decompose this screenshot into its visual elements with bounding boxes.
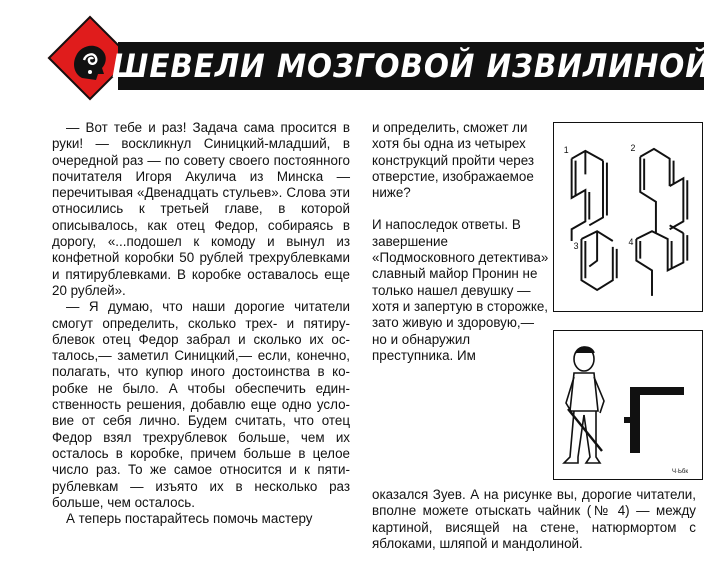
header-title-bar [111,42,711,90]
stick-constructions-illustration [554,123,701,310]
header [50,22,711,96]
construction-label-4: 4 [628,236,634,247]
artist-signature: Ч·Ьбк [672,469,688,475]
article-answers: И напоследок ответы. В завершение «Подмосковного детектива» славный майор Пронин не только нашел девушку — хотя и запертую в сторожке, зато живую и здоровую,— но и обнаружил преступника. Им [372,217,549,363]
page-title: ШЕВЕЛИ МОЗГОВОЙ ИЗВИЛИНОЙ [111,47,711,85]
article-left-column [52,120,350,527]
article-paragraph: А теперь постарайтесь помочь мастеру [66,511,313,527]
hole-shape [630,387,684,453]
hole-figure [553,330,703,480]
article-middle-column [372,120,552,364]
construction-label-1: 1 [563,144,569,155]
article-question: и определить, сможет ли хотя бы одна из четырех конструкций пройти через отверстие, изображаемое ниже? [372,120,535,201]
article-paragraph: — Вот тебе и раз! Задача сама просится в руки! — воскликнул Синицкий-младший, в очередной раз — по совету своего постоянного почитателя Игоря Акулича из Минска — перечитывая «Двенадцать стульев». Слова эти относились к третьей главе, в которой описывалось, как отец Федор, собираясь в дорогу, «...подошел к комоду и вынул из конфетной коробки 50 рублей трехрублевками и пятирублевками. В коробке оставалось еще 20 рублей». [52,120,350,298]
man-with-hole-shape-illustration [554,331,704,481]
constructions-figure [553,122,703,312]
construction-label-3: 3 [573,240,579,251]
brain-head-icon [60,30,120,90]
construction-label-2: 2 [630,142,636,153]
article-paragraph: — Я думаю, что наши дорогие читатели смогут определить, сколько трех- и пятирублевок отец Федор забрал и сколько их осталось,— заметил Синицкий,— если, конечно, полагать, что купюр иного достоинства в коробке не было. А чтобы обеспечить единственность решения, добавлю еще одно условие от себя лично. Будем считать, что отец Федор взял трехрублевок больше, чем их осталось в коробке, причем больше в целое число раз. То же самое относится и к пятирублевкам — изъято их в несколько раз больше, чем осталось. [52,299,350,510]
article-bottom-text: оказался Зуев. А на рисунке вы, дорогие читатели, вполне можете отыскать чайник (№ 4) — между картиной, висящей на стене, натюрмортом с яблоками, шляпой и мандолиной. [372,487,696,551]
